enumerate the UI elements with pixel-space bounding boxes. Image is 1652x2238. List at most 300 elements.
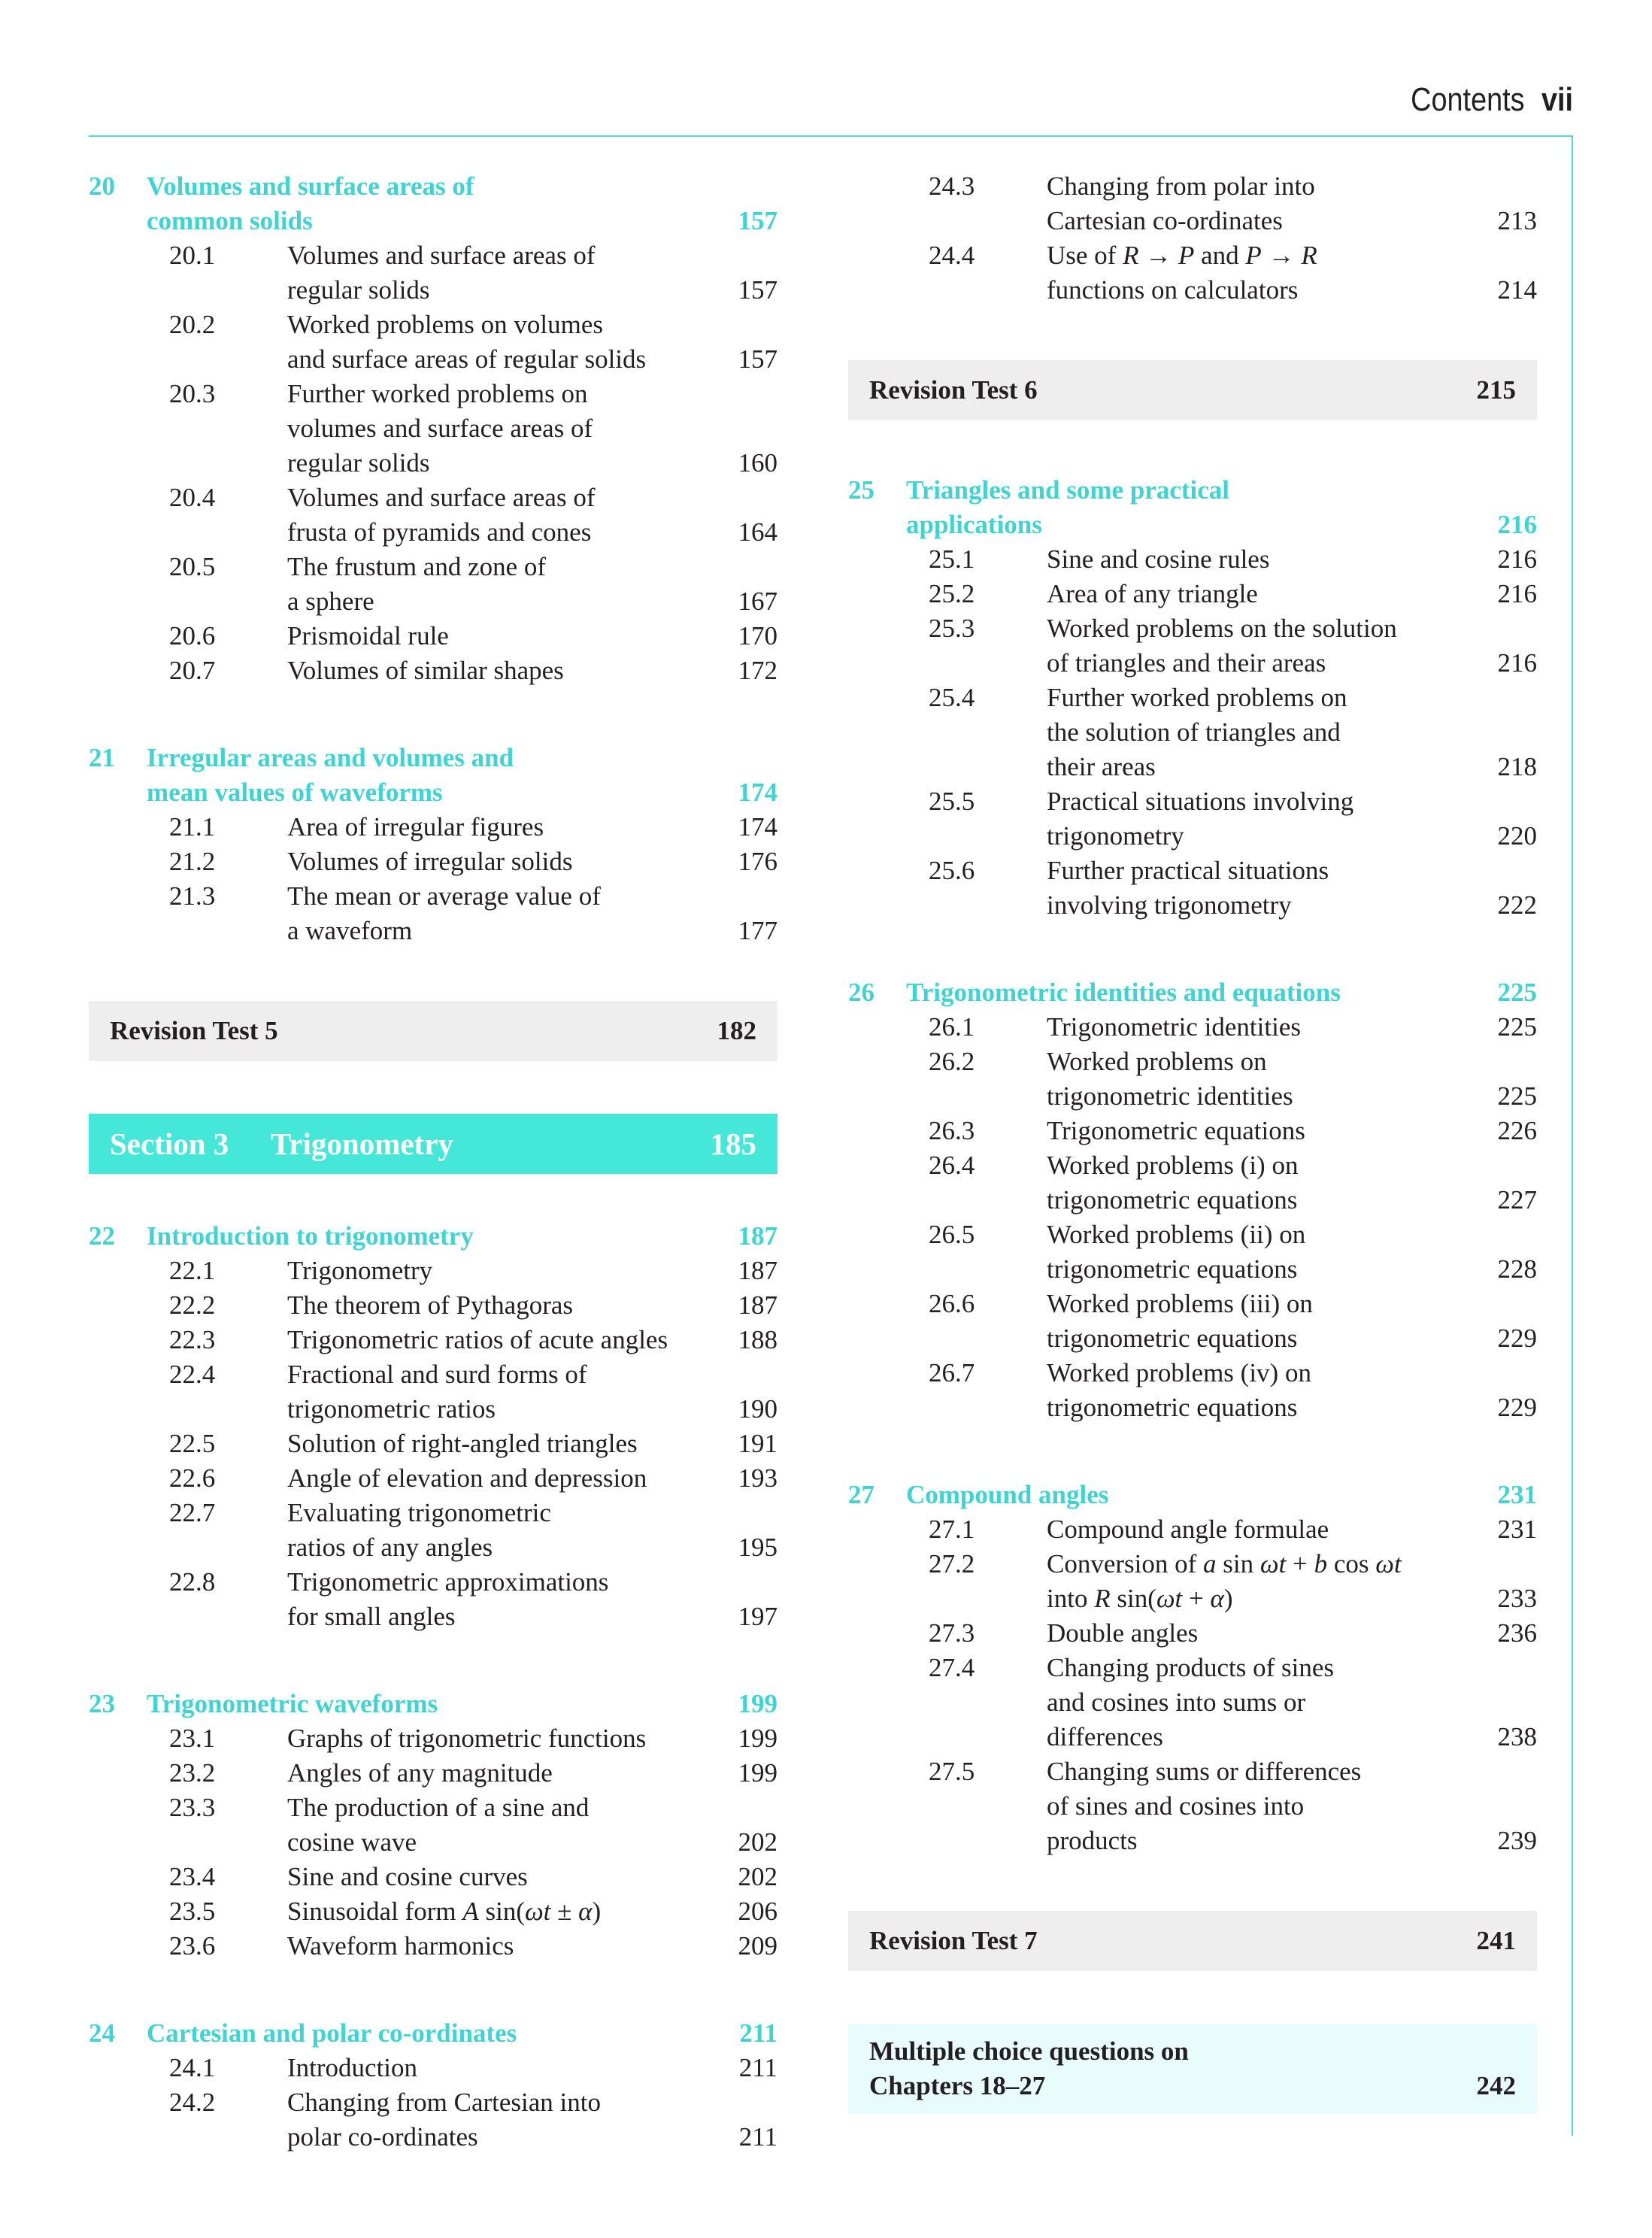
entry-text: into xyxy=(1047,1584,1095,1613)
page-number: 199 xyxy=(738,1724,778,1753)
section-entry-cont[interactable] xyxy=(848,1824,1537,1858)
entry-text: involving trigonometry xyxy=(1047,890,1292,920)
section-entry[interactable] xyxy=(89,377,778,411)
section-entry[interactable] xyxy=(848,577,1537,611)
entry-title: mean values of waveforms xyxy=(147,778,443,807)
entry-text: Prismoidal rule xyxy=(287,621,449,650)
entry-number: 26.1 xyxy=(929,1012,975,1042)
page-number: 167 xyxy=(738,587,778,616)
entry-text: α xyxy=(578,1897,593,1926)
entry-text: R xyxy=(1123,241,1139,270)
section-entry[interactable] xyxy=(89,1721,778,1756)
section-entry[interactable] xyxy=(848,1547,1537,1581)
entry-number: 20.5 xyxy=(169,552,216,581)
entry-number: 26.4 xyxy=(929,1151,975,1180)
entry-text: Changing from polar into xyxy=(1047,171,1315,201)
section-entry-cont[interactable] xyxy=(89,342,778,377)
entry-title: Revision Test 6 xyxy=(869,375,1038,405)
entry-title: Triangles and some practical xyxy=(906,475,1230,505)
section-entry[interactable] xyxy=(848,1512,1537,1547)
section-entry[interactable] xyxy=(848,1010,1537,1045)
entry-text: and surface areas of regular solids xyxy=(287,344,647,374)
entry-text: Use of xyxy=(1047,241,1123,270)
entry-number: 27.1 xyxy=(929,1515,975,1544)
page-number: 229 xyxy=(1497,1393,1537,1422)
entry-text: functions on calculators xyxy=(1047,275,1299,305)
entry-number: 26.6 xyxy=(929,1289,975,1318)
section-entry[interactable] xyxy=(848,1754,1537,1789)
entry-title: Trigonometric identities and equations xyxy=(906,978,1341,1007)
entry-text: Changing products of sines xyxy=(1047,1653,1335,1682)
section-entry-cont[interactable] xyxy=(89,446,778,481)
entry-text: cos xyxy=(1327,1549,1376,1578)
running-header xyxy=(1411,81,1573,119)
entry-text: trigonometric equations xyxy=(1047,1185,1298,1215)
section-entry-cont[interactable] xyxy=(89,1600,778,1634)
section-entry[interactable] xyxy=(89,1427,778,1461)
mcq-page: 242 xyxy=(1476,2071,1516,2100)
section-entry-cont[interactable] xyxy=(848,715,1537,750)
entry-number: 21.2 xyxy=(169,847,216,876)
entry-text: Angle of elevation and depression xyxy=(287,1463,647,1493)
revision-test-5[interactable] xyxy=(89,1001,778,1061)
entry-text: Area of irregular figures xyxy=(287,812,544,842)
entry-number: 22.5 xyxy=(169,1429,216,1458)
entry-number: 27 xyxy=(848,1480,874,1509)
section-entry[interactable] xyxy=(89,1860,778,1894)
section-entry-cont[interactable] xyxy=(848,1685,1537,1720)
page-number: 213 xyxy=(1497,206,1537,235)
mcq-line2: Chapters 18–27 xyxy=(869,2071,1046,2100)
entry-number: 26.2 xyxy=(929,1047,975,1076)
section-entry-cont[interactable] xyxy=(848,204,1537,238)
entry-number: 22.7 xyxy=(169,1498,216,1527)
entry-text: R xyxy=(1301,241,1317,270)
entry-text: The mean or average value of xyxy=(287,881,601,911)
entry-number: 23.3 xyxy=(169,1793,216,1822)
entry-text: b xyxy=(1314,1549,1328,1578)
section-entry[interactable] xyxy=(848,169,1537,204)
entry-number: 26.7 xyxy=(929,1358,975,1387)
entry-text: Further practical situations xyxy=(1047,856,1329,885)
entry-text: Practical situations involving xyxy=(1047,787,1354,816)
entry-number: 25.6 xyxy=(929,856,975,885)
page-number: 238 xyxy=(1497,1722,1537,1751)
entry-text: ± xyxy=(550,1897,579,1926)
entry-title: Trigonometric waveforms xyxy=(147,1689,438,1718)
section-entry[interactable] xyxy=(89,1894,778,1929)
chapter-24 xyxy=(89,2016,778,2155)
entry-number: 27.2 xyxy=(929,1549,975,1578)
section-entry-cont[interactable] xyxy=(848,819,1537,854)
entry-text: products xyxy=(1047,1826,1138,1855)
section-entry-cont[interactable] xyxy=(848,1581,1537,1616)
section-entry-cont[interactable] xyxy=(848,1252,1537,1287)
section-entry[interactable] xyxy=(89,481,778,515)
section-entry-cont[interactable] xyxy=(89,1392,778,1427)
entry-number: 20.6 xyxy=(169,621,216,650)
section-entry-cont[interactable] xyxy=(89,411,778,446)
entry-text: of sines and cosines into xyxy=(1047,1791,1305,1821)
entry-number: 24 xyxy=(89,2018,115,2048)
entry-number: 22.2 xyxy=(169,1290,216,1320)
page-number: 202 xyxy=(738,1827,778,1857)
entry-text: ratios of any angles xyxy=(287,1533,493,1562)
mcq-line1: Multiple choice questions on xyxy=(869,2036,1189,2066)
entry-text: Evaluating trigonometric xyxy=(287,1498,551,1527)
header-title: Contents xyxy=(1411,81,1525,118)
section-entry[interactable] xyxy=(89,308,778,342)
entry-number: 26.5 xyxy=(929,1220,975,1249)
entry-text: of triangles and their areas xyxy=(1047,648,1326,678)
section-entry[interactable] xyxy=(848,784,1537,819)
entry-number: 23 xyxy=(89,1689,115,1718)
entry-number: 20.1 xyxy=(169,241,216,270)
section-entry-cont[interactable] xyxy=(89,515,778,550)
entry-number: 23.2 xyxy=(169,1758,216,1788)
section-entry[interactable] xyxy=(848,1218,1537,1252)
section-entry[interactable] xyxy=(848,681,1537,715)
entry-text: Worked problems (ii) on xyxy=(1047,1220,1306,1249)
section-entry-cont[interactable] xyxy=(848,1390,1537,1425)
page-number: 190 xyxy=(738,1394,778,1424)
page-number: 177 xyxy=(738,916,778,945)
section-entry[interactable] xyxy=(89,238,778,273)
entry-text: Worked problems (i) on xyxy=(1047,1151,1299,1180)
page-number: 214 xyxy=(1497,275,1537,305)
page-number: 241 xyxy=(1476,1926,1516,1955)
entry-number: 25 xyxy=(848,475,874,505)
page-number: 216 xyxy=(1497,544,1537,574)
header-rule xyxy=(89,135,1573,137)
entry-text: their areas xyxy=(1047,752,1156,781)
entry-text: Worked problems (iv) on xyxy=(1047,1358,1311,1387)
section-entry[interactable] xyxy=(848,1045,1537,1079)
entry-text: for small angles xyxy=(287,1602,456,1631)
entry-text: sin xyxy=(1216,1549,1260,1578)
entry-text: Worked problems on the solution xyxy=(1047,614,1397,643)
revision-test-6[interactable] xyxy=(848,360,1537,420)
entry-number: 25.1 xyxy=(929,544,975,574)
entry-text: Trigonometric approximations xyxy=(287,1567,609,1597)
entry-title: Volumes and surface areas of xyxy=(147,171,474,201)
entry-number: 22.3 xyxy=(169,1325,216,1354)
entry-text: ωt xyxy=(1156,1584,1183,1613)
section-entry[interactable] xyxy=(89,1565,778,1600)
entry-number: 20.7 xyxy=(169,656,216,685)
entry-text: P xyxy=(1178,241,1195,270)
page-number: 239 xyxy=(1497,1826,1537,1855)
section-entry[interactable] xyxy=(848,542,1537,577)
section-entry-cont[interactable] xyxy=(89,2120,778,2155)
entry-number: 24.1 xyxy=(169,2053,216,2082)
entry-number: 25.4 xyxy=(929,683,975,712)
page-number: 222 xyxy=(1497,890,1537,920)
entry-text: Volumes and surface areas of xyxy=(287,241,596,270)
entry-text: trigonometric equations xyxy=(1047,1393,1298,1422)
entry-number: 20 xyxy=(89,171,115,201)
page-number: 199 xyxy=(738,1689,778,1718)
entry-text: trigonometric equations xyxy=(1047,1254,1298,1284)
section-entry[interactable] xyxy=(848,238,1537,273)
section-entry-cont[interactable] xyxy=(848,888,1537,923)
entry-title: Irregular areas and volumes and xyxy=(147,743,514,772)
section-entry-cont[interactable] xyxy=(89,584,778,619)
entry-text: Volumes of irregular solids xyxy=(287,847,573,876)
page-number: 206 xyxy=(738,1897,778,1926)
section-entry[interactable] xyxy=(89,2051,778,2085)
entry-text: Worked problems on volumes xyxy=(287,310,604,339)
chapter-26 xyxy=(848,975,1537,1425)
chapter-25 xyxy=(848,473,1537,923)
margin-rule xyxy=(1572,135,1573,2136)
entry-text: the solution of triangles and xyxy=(1047,717,1341,747)
entry-number: 21.3 xyxy=(169,881,216,911)
entry-text: a sphere xyxy=(287,587,374,616)
entry-text: + xyxy=(1182,1584,1211,1613)
page-number: 228 xyxy=(1497,1254,1537,1284)
section-entry[interactable] xyxy=(89,1323,778,1357)
entry-text: Trigonometric equations xyxy=(1047,1116,1305,1145)
page-number: 202 xyxy=(738,1862,778,1891)
section-entry[interactable] xyxy=(848,611,1537,646)
section-entry[interactable] xyxy=(89,619,778,654)
section-entry[interactable] xyxy=(89,2085,778,2120)
section-entry[interactable] xyxy=(89,845,778,879)
chapter-title[interactable] xyxy=(89,1219,778,1254)
entry-number: 25.5 xyxy=(929,787,975,816)
section-entry-cont[interactable] xyxy=(848,1321,1537,1356)
chapter-21 xyxy=(89,741,778,948)
entry-text: R xyxy=(1094,1584,1111,1613)
section-entry[interactable] xyxy=(848,1114,1537,1148)
page-number: 160 xyxy=(738,448,778,478)
revision-test-7[interactable] xyxy=(848,1911,1537,1971)
section-entry[interactable] xyxy=(89,1756,778,1791)
entry-number: 27.4 xyxy=(929,1653,975,1682)
page-number: 216 xyxy=(1497,579,1537,608)
entry-text: A xyxy=(462,1897,479,1926)
entry-text: Trigonometry xyxy=(287,1256,433,1285)
entry-text: + xyxy=(1286,1549,1314,1578)
entry-text: Double angles xyxy=(1047,1618,1199,1648)
page-number: 225 xyxy=(1497,1081,1537,1111)
entry-text: → xyxy=(1138,241,1178,270)
section-entry[interactable] xyxy=(89,1254,778,1288)
section-entry[interactable] xyxy=(89,1791,778,1825)
entry-text: sin( xyxy=(1110,1584,1156,1613)
page-number: 187 xyxy=(738,1290,778,1320)
entry-text: sin( xyxy=(478,1897,525,1926)
entry-title: common solids xyxy=(147,206,313,235)
section-entry[interactable] xyxy=(89,654,778,688)
section-entry[interactable] xyxy=(848,1616,1537,1651)
entry-text: Sine and cosine curves xyxy=(287,1862,528,1891)
page-number: 164 xyxy=(738,517,778,547)
entry-number: 20.4 xyxy=(169,483,216,512)
page-number: 199 xyxy=(738,1758,778,1788)
page-number: 185 xyxy=(710,1127,756,1161)
chapter-title[interactable] xyxy=(89,741,778,775)
section-entry-cont[interactable] xyxy=(848,1079,1537,1114)
section-entry-cont[interactable] xyxy=(848,646,1537,681)
entry-text: Graphs of trigonometric functions xyxy=(287,1724,647,1753)
page-number: 174 xyxy=(738,778,778,807)
entry-number: 24.4 xyxy=(929,241,975,270)
chapter-title-cont[interactable] xyxy=(89,775,778,810)
section-entry-cont[interactable] xyxy=(848,1720,1537,1754)
section-entry[interactable] xyxy=(848,1356,1537,1390)
page-number: 211 xyxy=(739,2018,778,2048)
entry-number: 22.8 xyxy=(169,1567,216,1597)
entry-text: Sinusoidal form xyxy=(287,1897,463,1926)
entry-title: Compound angles xyxy=(906,1480,1109,1509)
page-number: 231 xyxy=(1497,1480,1537,1509)
section-entry-cont[interactable] xyxy=(89,1530,778,1565)
entry-number: 21 xyxy=(89,743,115,772)
entry-text: Cartesian co-ordinates xyxy=(1047,206,1283,235)
page-number: 233 xyxy=(1497,1584,1537,1613)
section-entry-cont[interactable] xyxy=(848,1183,1537,1218)
page-number: 229 xyxy=(1497,1324,1537,1353)
entry-number: 23.5 xyxy=(169,1897,216,1926)
entry-text: trigonometric identities xyxy=(1047,1081,1293,1111)
chapter-24-continued xyxy=(848,169,1537,308)
section-entry[interactable] xyxy=(89,810,778,845)
entry-title: Section 3 xyxy=(110,1127,229,1161)
entry-text: → xyxy=(1261,241,1302,270)
section-entry[interactable] xyxy=(89,1929,778,1964)
entry-title: Trigonometry xyxy=(271,1127,453,1161)
entry-number: 21.1 xyxy=(169,812,216,842)
page-number: 225 xyxy=(1497,1012,1537,1042)
entry-text: Waveform harmonics xyxy=(287,1931,514,1961)
chapter-title[interactable] xyxy=(89,169,778,204)
chapter-title[interactable] xyxy=(848,1478,1537,1512)
entry-text: Angles of any magnitude xyxy=(287,1758,553,1788)
section-entry[interactable] xyxy=(848,854,1537,888)
entry-text: Area of any triangle xyxy=(1047,579,1258,608)
section-entry-cont[interactable] xyxy=(848,750,1537,784)
entry-text: ) xyxy=(1223,1584,1233,1613)
entry-number: 26 xyxy=(848,978,874,1007)
entry-text: regular solids xyxy=(287,275,430,305)
entry-text: cosine wave xyxy=(287,1827,417,1857)
entry-text: Volumes of similar shapes xyxy=(287,656,564,685)
section-3-banner[interactable] xyxy=(89,1114,778,1174)
entry-text: Worked problems on xyxy=(1047,1047,1267,1076)
entry-text: regular solids xyxy=(287,448,430,478)
entry-number: 22.4 xyxy=(169,1360,216,1389)
entry-text: and cosines into sums or xyxy=(1047,1688,1306,1717)
entry-number: 24.2 xyxy=(169,2088,216,2117)
section-entry-cont[interactable] xyxy=(89,273,778,308)
entry-number: 25.2 xyxy=(929,579,975,608)
section-entry[interactable] xyxy=(89,550,778,584)
entry-title: Cartesian and polar co-ordinates xyxy=(147,2018,517,2048)
page-number: 187 xyxy=(738,1256,778,1285)
entry-text: Solution of right-angled triangles xyxy=(287,1429,638,1458)
entry-number: 27.5 xyxy=(929,1757,975,1786)
entry-title: Revision Test 7 xyxy=(869,1926,1038,1955)
entry-text: Fractional and surd forms of xyxy=(287,1360,587,1389)
page-number: 211 xyxy=(738,2122,778,2152)
page-number: 195 xyxy=(738,1533,778,1562)
section-entry-cont[interactable] xyxy=(848,273,1537,308)
page-number: 170 xyxy=(738,621,778,650)
mcq-entry[interactable] xyxy=(848,2024,1537,2114)
header-page-number: vii xyxy=(1541,81,1573,118)
page-number: 231 xyxy=(1497,1515,1537,1544)
page-number: 216 xyxy=(1497,510,1537,539)
chapter-20 xyxy=(89,169,778,688)
page-number: 220 xyxy=(1497,821,1537,851)
section-entry[interactable] xyxy=(89,1461,778,1496)
entry-text: Changing sums or differences xyxy=(1047,1757,1362,1786)
chapter-title-cont[interactable] xyxy=(848,508,1537,542)
page-number: 157 xyxy=(738,344,778,374)
entry-number: 23.4 xyxy=(169,1862,216,1891)
page-number: 188 xyxy=(738,1325,778,1354)
entry-text: Changing from Cartesian into xyxy=(287,2088,602,2117)
page-number: 227 xyxy=(1497,1185,1537,1215)
chapter-title-cont[interactable] xyxy=(89,204,778,238)
page-number: 215 xyxy=(1476,375,1516,405)
left-column xyxy=(89,169,778,2207)
chapter-22 xyxy=(89,1219,778,1634)
entry-text: ωt xyxy=(1259,1549,1287,1578)
page-number: 176 xyxy=(738,847,778,876)
entry-text: volumes and surface areas of xyxy=(287,414,593,443)
section-entry-cont[interactable] xyxy=(89,1825,778,1860)
section-entry[interactable] xyxy=(89,1496,778,1530)
section-entry[interactable] xyxy=(89,1288,778,1323)
entry-number: 23.1 xyxy=(169,1724,216,1753)
page-number: 157 xyxy=(738,275,778,305)
page-number: 193 xyxy=(738,1463,778,1493)
entry-number: 23.6 xyxy=(169,1931,216,1961)
entry-text: The production of a sine and xyxy=(287,1793,590,1822)
entry-text: Compound angle formulae xyxy=(1047,1515,1329,1544)
entry-text: Trigonometric identities xyxy=(1047,1012,1301,1042)
chapter-title[interactable] xyxy=(89,2016,778,2051)
section-entry[interactable] xyxy=(848,1287,1537,1321)
page-number: 157 xyxy=(738,206,778,235)
entry-text: ωt xyxy=(524,1897,551,1926)
section-entry[interactable] xyxy=(848,1651,1537,1685)
right-column xyxy=(848,169,1537,2114)
entry-number: 22 xyxy=(89,1221,115,1251)
entry-text: Sine and cosine rules xyxy=(1047,544,1270,574)
section-entry-cont[interactable] xyxy=(848,1789,1537,1824)
section-entry[interactable] xyxy=(89,879,778,914)
chapter-title[interactable] xyxy=(848,975,1537,1010)
page-number: 191 xyxy=(738,1429,778,1458)
entry-text: a waveform xyxy=(287,916,413,945)
page-number: 187 xyxy=(738,1221,778,1251)
section-entry[interactable] xyxy=(848,1148,1537,1183)
page-number: 218 xyxy=(1497,752,1537,781)
section-entry-cont[interactable] xyxy=(89,914,778,948)
entry-text: and xyxy=(1194,241,1246,270)
section-entry[interactable] xyxy=(89,1357,778,1392)
entry-number: 26.3 xyxy=(929,1116,975,1145)
entry-number: 22.6 xyxy=(169,1463,216,1493)
chapter-title[interactable] xyxy=(848,473,1537,508)
entry-text: Conversion of xyxy=(1047,1549,1204,1578)
entry-text: differences xyxy=(1047,1722,1163,1751)
chapter-title[interactable] xyxy=(89,1687,778,1721)
